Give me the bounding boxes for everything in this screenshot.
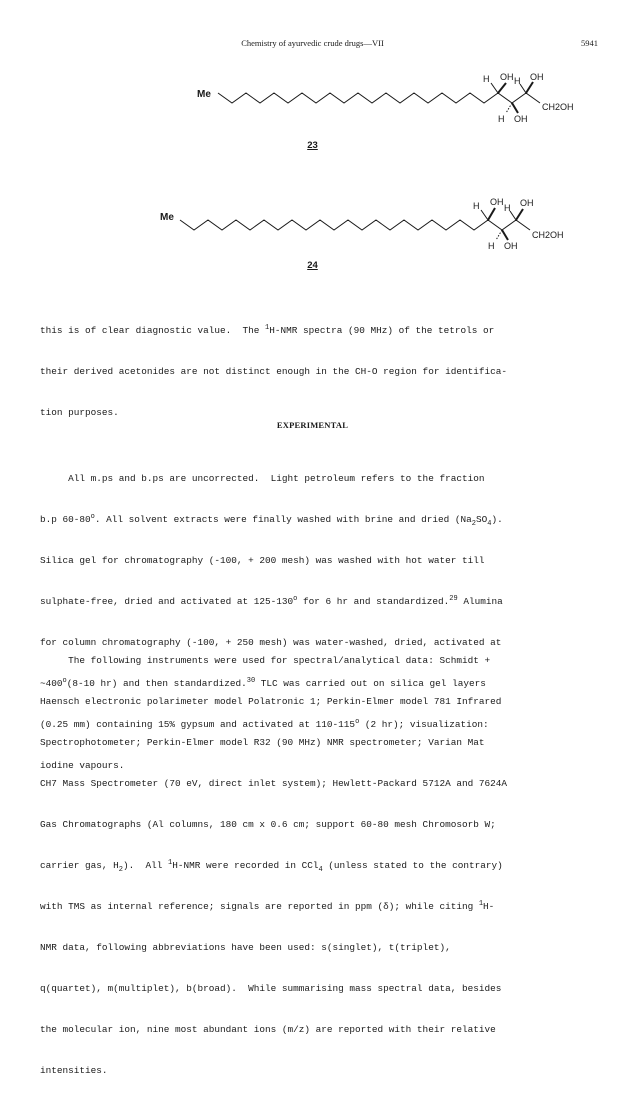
ch2oh-label: CH2OH bbox=[542, 102, 574, 112]
page-number: 5941 bbox=[581, 38, 598, 48]
alkyl-chain bbox=[180, 220, 530, 230]
experimental-paragraph-2 bbox=[40, 630, 596, 1102]
compound-label-24: 24 bbox=[307, 260, 318, 271]
text-line: the molecular ion, nine most abundant ions (m/z) are reported with their relative bbox=[40, 1023, 496, 1035]
hydrogen-label: H bbox=[483, 74, 490, 84]
text-segment: 2 bbox=[471, 519, 476, 528]
text-segment: (8-10 hr) and then standardized. bbox=[66, 677, 247, 689]
text-segment: H-NMR were recorded in CCl bbox=[172, 859, 319, 871]
text-segment: 4 bbox=[487, 519, 492, 528]
hydrogen-label: H bbox=[498, 114, 505, 124]
text-segment: 4 bbox=[318, 865, 323, 874]
hydrogen-label: H bbox=[473, 201, 480, 211]
text-line: for column chromatography (-100, + 250 mesh) was water-washed, dried, activated at bbox=[40, 636, 502, 648]
text-line bbox=[40, 897, 596, 918]
text-segment: SO bbox=[475, 513, 488, 525]
hydroxyl-label: OH bbox=[490, 197, 504, 207]
hydroxyl-label: OH bbox=[520, 198, 534, 208]
text-line bbox=[40, 592, 596, 613]
text-line: All m.ps and b.ps are uncorrected. Light petroleum refers to the fraction bbox=[40, 472, 485, 484]
text-line: intensities. bbox=[40, 1064, 108, 1076]
text-segment: H- bbox=[483, 900, 495, 912]
compound-label-23: 23 bbox=[307, 140, 318, 151]
text-segment: b.p 60-80 bbox=[40, 513, 91, 525]
text-line: NMR data, following abbreviations have been used: s(singlet), t(triplet), bbox=[40, 941, 451, 953]
methyl-label: Me bbox=[160, 212, 174, 223]
text-segment: ). All bbox=[122, 859, 168, 871]
ch2oh-label: CH2OH bbox=[532, 230, 564, 240]
text-line: tion purposes. bbox=[40, 406, 119, 418]
text-segment: Alumina bbox=[457, 595, 503, 607]
structure-23 bbox=[0, 70, 625, 150]
text-line: iodine vapours. bbox=[40, 759, 125, 771]
text-segment: 1 bbox=[167, 858, 173, 867]
text-segment: TLC was carried out on silica gel layers bbox=[255, 677, 486, 689]
hydroxyl-label: OH bbox=[530, 72, 544, 82]
text-segment: (2 hr); visualization: bbox=[359, 718, 489, 730]
hydrogen-label: H bbox=[514, 76, 521, 86]
text-segment: 30 bbox=[246, 676, 256, 685]
methyl-label: Me bbox=[197, 89, 211, 100]
text-segment: sulphate-free, dried and activated at 125-130 bbox=[40, 595, 294, 607]
text-segment: o bbox=[293, 594, 298, 603]
hydrogen-label: H bbox=[488, 241, 495, 251]
hydrogen-label: H bbox=[504, 203, 511, 213]
text-segment: 29 bbox=[449, 594, 458, 603]
text-line: CH7 Mass Spectrometer (70 eV, direct inlet system); Hewlett-Packard 5712A and 7624A bbox=[40, 777, 507, 789]
text-segment: for 6 hr and standardized. bbox=[297, 595, 450, 607]
text-segment: 1 bbox=[478, 899, 484, 908]
text-line: Silica gel for chromatography (-100, + 200 mesh) was washed with hot water till bbox=[40, 554, 485, 566]
text-segment: (unless stated to the contrary) bbox=[322, 859, 503, 871]
hydroxyl-label: OH bbox=[500, 72, 514, 82]
text-segment: (0.25 mm) containing 15% gypsum and activated at 110-115 bbox=[40, 718, 356, 730]
text-segment: 1 bbox=[265, 323, 270, 332]
text-segment: H-NMR spectra (90 MHz) of the tetrols or bbox=[269, 324, 495, 336]
text-segment: with TMS as internal reference; signals are reported in ppm (δ); while citing bbox=[40, 900, 479, 912]
text-segment: o bbox=[90, 512, 95, 521]
text-segment: carrier gas, H bbox=[40, 859, 119, 871]
text-line: The following instruments were used for spectral/analytical data: Schmidt + bbox=[40, 654, 491, 666]
text-line bbox=[40, 856, 596, 877]
text-segment: this is of clear diagnostic value. The bbox=[40, 324, 266, 336]
text-segment: ~400 bbox=[40, 677, 63, 689]
text-segment: o bbox=[355, 717, 360, 726]
text-segment: ). bbox=[491, 513, 503, 525]
text-segment: 2 bbox=[118, 865, 123, 874]
hydroxyl-label: OH bbox=[504, 241, 518, 251]
hydroxyl-label: OH bbox=[514, 114, 528, 124]
text-segment: o bbox=[62, 676, 67, 685]
structure-24 bbox=[0, 195, 625, 270]
running-header-title: Chemistry of ayurvedic crude drugs—VII bbox=[241, 38, 384, 48]
alkyl-chain bbox=[218, 93, 540, 103]
text-line: Haensch electronic polarimeter model Polatronic 1; Perkin-Elmer model 781 Infrared bbox=[40, 695, 502, 707]
text-line: Spectrophotometer; Perkin-Elmer model R32 (90 MHz) NMR spectrometer; Varian Mat bbox=[40, 736, 485, 748]
text-line: q(quartet), m(multiplet), b(broad). While summarising mass spectral data, besides bbox=[40, 982, 502, 994]
text-line: Gas Chromatographs (Al columns, 180 cm x 0.6 cm; support 60-80 mesh Chromosorb W; bbox=[40, 818, 496, 830]
text-segment: . All solvent extracts were finally washed with brine and dried (Na bbox=[94, 513, 472, 525]
text-line: their derived acetonides are not distinct enough in the CH-O region for identifica- bbox=[40, 365, 507, 377]
text-line bbox=[40, 321, 596, 342]
section-heading: EXPERIMENTAL bbox=[276, 420, 349, 430]
text-line bbox=[40, 510, 596, 531]
